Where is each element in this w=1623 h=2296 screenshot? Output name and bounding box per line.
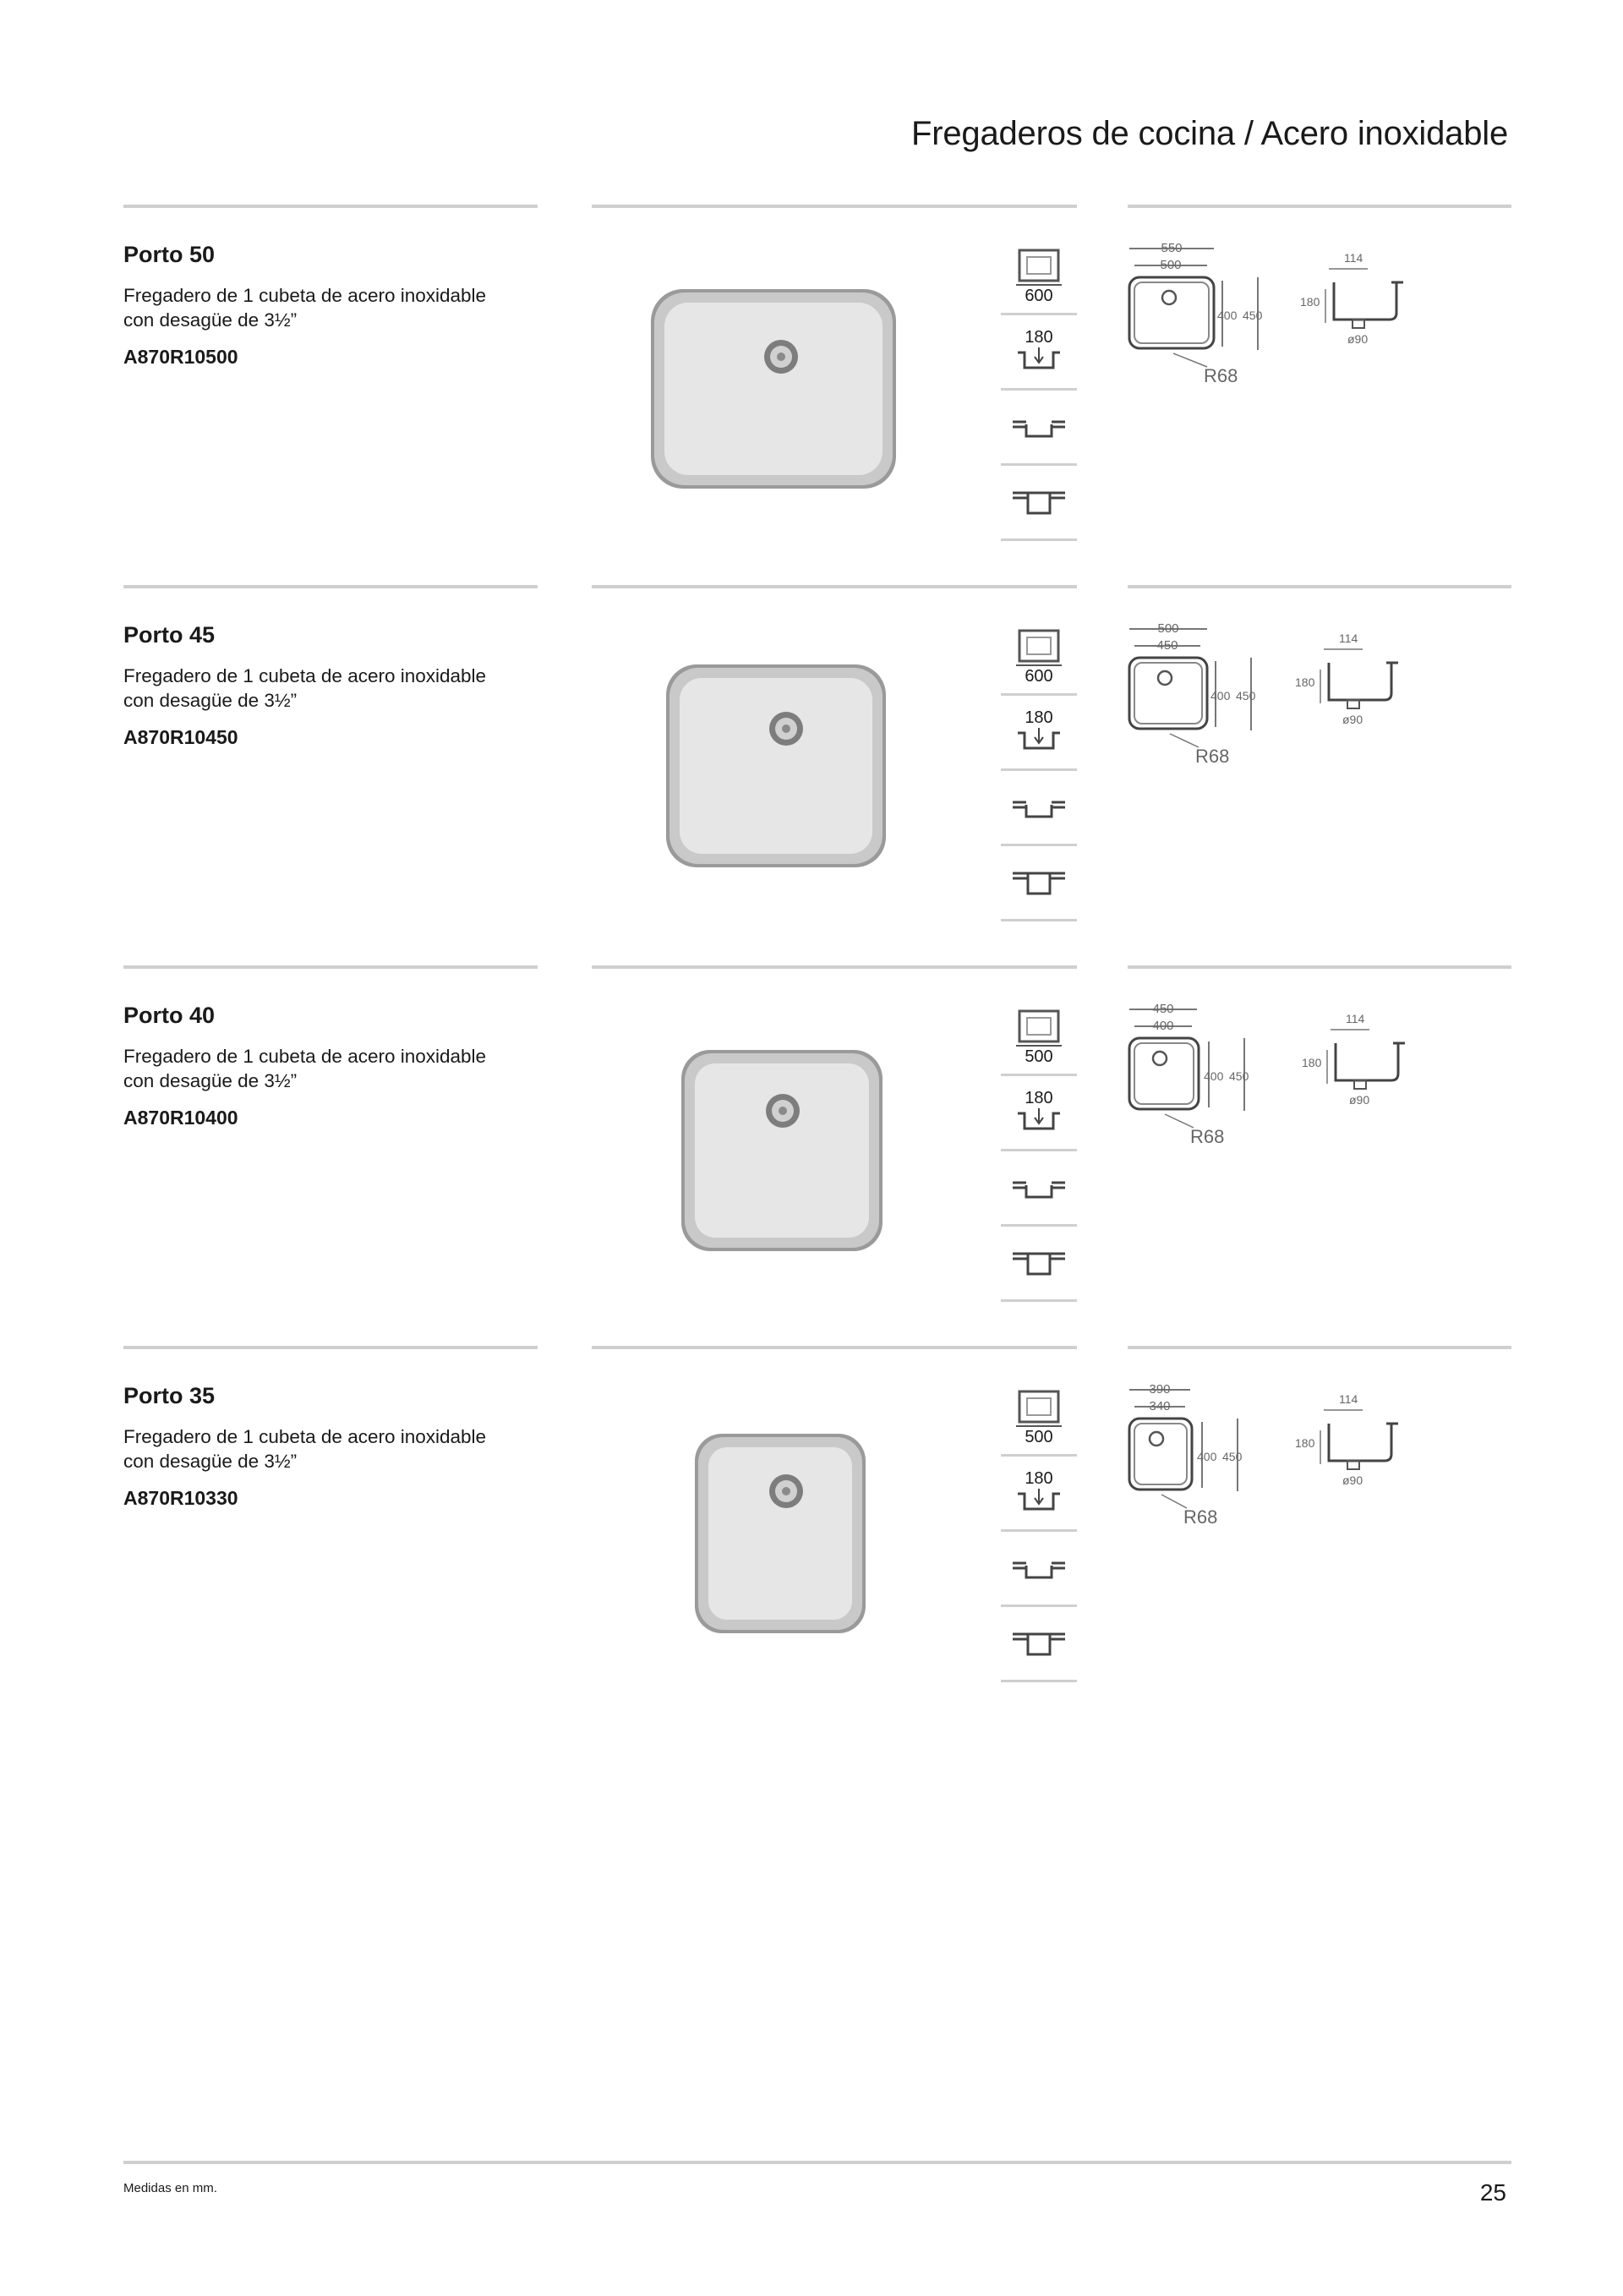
cabinet-width: 600 <box>1025 667 1053 686</box>
cabinet-icon <box>1014 629 1063 668</box>
dim-outer-width: 450 <box>1152 1002 1174 1016</box>
footer-note: Medidas en mm. <box>123 2181 217 2195</box>
cabinet-width: 600 <box>1025 287 1053 305</box>
product-section <box>0 965 1623 1346</box>
technical-drawing <box>1123 238 1511 407</box>
product-section <box>0 585 1623 965</box>
dim-drain-offset: 114 <box>1344 251 1363 265</box>
sink-photo <box>592 238 896 509</box>
undermount-icon <box>1009 1175 1068 1200</box>
flush-mount-icon <box>1009 488 1068 517</box>
product-section <box>0 205 1623 585</box>
flush-mount-spec <box>1001 846 1077 921</box>
dim-radius: R68 <box>1204 365 1238 386</box>
product-section <box>0 1346 1623 1726</box>
dim-drain-diameter: ø90 <box>1349 1093 1370 1107</box>
description-line: Fregadero de 1 cubeta de acero inoxidable <box>123 1426 487 1447</box>
technical-drawing <box>1123 1380 1511 1549</box>
bowl-depth: 180 <box>1025 1469 1053 1488</box>
product-info <box>123 1004 563 1129</box>
spec-icons <box>1001 620 1077 921</box>
dim-drain-diameter: ø90 <box>1347 332 1369 346</box>
undermount-icon <box>1009 414 1068 440</box>
cabinet-icon <box>1014 1390 1063 1429</box>
footer-divider <box>123 2161 1511 2164</box>
depth-spec <box>1001 696 1077 771</box>
dim-outer-width: 390 <box>1149 1382 1171 1397</box>
cabinet-width-spec <box>1001 1381 1077 1457</box>
depth-icon <box>1013 1487 1065 1516</box>
cabinet-width-spec <box>1001 620 1077 696</box>
dim-side-depth: 180 <box>1302 1056 1322 1069</box>
bowl-depth: 180 <box>1025 1089 1053 1107</box>
depth-spec <box>1001 1076 1077 1151</box>
dim-radius: R68 <box>1183 1506 1218 1528</box>
cabinet-width: 500 <box>1025 1047 1053 1066</box>
depth-icon <box>1013 726 1065 755</box>
model-name: Porto 35 <box>123 1383 216 1408</box>
description <box>123 1424 563 1473</box>
flush-mount-spec <box>1001 466 1077 541</box>
dim-radius: R68 <box>1195 746 1230 767</box>
product-info <box>123 1385 563 1510</box>
dim-outer-width: 550 <box>1161 241 1183 255</box>
dim-inner-depth: 400 <box>1217 309 1238 322</box>
sink-photo <box>592 619 896 889</box>
dim-outer-depth: 450 <box>1229 1069 1249 1083</box>
dim-drain-offset: 114 <box>1339 631 1358 645</box>
divider <box>592 965 1077 969</box>
divider <box>123 585 538 588</box>
cabinet-icon <box>1014 249 1063 287</box>
dim-inner-depth: 400 <box>1204 1069 1224 1083</box>
flush-mount-icon <box>1009 1629 1068 1658</box>
sink-photo <box>592 1380 896 1650</box>
cabinet-width-spec <box>1001 1001 1077 1076</box>
depth-icon <box>1013 1107 1065 1135</box>
cabinet-width: 500 <box>1025 1428 1053 1446</box>
undermount-icon <box>1009 1555 1068 1581</box>
page-number: 25 <box>1479 2179 1506 2206</box>
dim-inner-width: 400 <box>1152 1019 1174 1033</box>
cabinet-width-spec <box>1001 240 1077 315</box>
dim-inner-depth: 400 <box>1197 1450 1217 1463</box>
bowl-depth: 180 <box>1025 708 1053 727</box>
description <box>123 664 563 713</box>
sink-photo <box>592 999 896 1270</box>
dim-drain-diameter: ø90 <box>1342 713 1363 726</box>
depth-icon <box>1013 346 1065 374</box>
flush-mount-icon <box>1009 868 1068 897</box>
flush-mount-icon <box>1009 1249 1068 1277</box>
undermount-icon <box>1009 795 1068 820</box>
description <box>123 283 563 332</box>
product-code: A870R10500 <box>123 346 238 368</box>
dim-outer-depth: 450 <box>1243 309 1263 322</box>
product-info <box>123 243 563 369</box>
model-name: Porto 50 <box>123 242 216 267</box>
undermount-spec <box>1001 391 1077 466</box>
dim-side-depth: 180 <box>1295 1436 1315 1450</box>
divider <box>123 965 538 969</box>
dim-inner-width: 450 <box>1156 638 1178 653</box>
spec-icons <box>1001 1001 1077 1302</box>
dim-outer-width: 500 <box>1157 621 1179 636</box>
undermount-spec <box>1001 1532 1077 1607</box>
dim-outer-depth: 450 <box>1236 689 1256 702</box>
description-line: con desagüe de 3½” <box>123 1451 298 1472</box>
description-line: Fregadero de 1 cubeta de acero inoxidable <box>123 1046 487 1067</box>
divider <box>123 205 538 208</box>
dim-inner-width: 500 <box>1160 258 1182 272</box>
dim-side-depth: 180 <box>1295 675 1315 689</box>
model-name: Porto 45 <box>123 622 216 648</box>
undermount-spec <box>1001 771 1077 846</box>
description-line: Fregadero de 1 cubeta de acero inoxidable <box>123 285 487 306</box>
dim-radius: R68 <box>1190 1126 1225 1147</box>
flush-mount-spec <box>1001 1227 1077 1302</box>
cabinet-icon <box>1014 1009 1063 1048</box>
product-code: A870R10450 <box>123 726 238 748</box>
depth-spec <box>1001 1457 1077 1532</box>
divider <box>1128 1346 1511 1349</box>
dim-outer-depth: 450 <box>1222 1450 1243 1463</box>
flush-mount-spec <box>1001 1607 1077 1682</box>
description-line: Fregadero de 1 cubeta de acero inoxidable <box>123 665 487 686</box>
product-info <box>123 624 563 749</box>
dim-side-depth: 180 <box>1300 295 1320 309</box>
technical-drawing <box>1123 999 1511 1168</box>
page-title: Fregaderos de cocina / Acero inoxidable <box>911 115 1508 152</box>
product-code: A870R10400 <box>123 1107 238 1129</box>
description-line: con desagüe de 3½” <box>123 309 298 331</box>
divider <box>1128 205 1511 208</box>
divider <box>592 1346 1077 1349</box>
dim-drain-offset: 114 <box>1346 1012 1365 1025</box>
undermount-spec <box>1001 1151 1077 1227</box>
spec-icons <box>1001 1381 1077 1682</box>
dim-drain-offset: 114 <box>1339 1392 1358 1406</box>
product-code: A870R10330 <box>123 1487 238 1509</box>
divider <box>123 1346 538 1349</box>
divider <box>592 585 1077 588</box>
dim-drain-diameter: ø90 <box>1342 1473 1363 1487</box>
spec-icons <box>1001 240 1077 541</box>
bowl-depth: 180 <box>1025 328 1053 347</box>
divider <box>1128 965 1511 969</box>
description <box>123 1044 563 1093</box>
model-name: Porto 40 <box>123 1003 216 1028</box>
dim-inner-width: 340 <box>1149 1399 1171 1413</box>
divider <box>1128 585 1511 588</box>
depth-spec <box>1001 315 1077 391</box>
technical-drawing <box>1123 619 1511 788</box>
dim-inner-depth: 400 <box>1210 689 1231 702</box>
divider <box>592 205 1077 208</box>
description-line: con desagüe de 3½” <box>123 1070 298 1091</box>
description-line: con desagüe de 3½” <box>123 690 298 711</box>
